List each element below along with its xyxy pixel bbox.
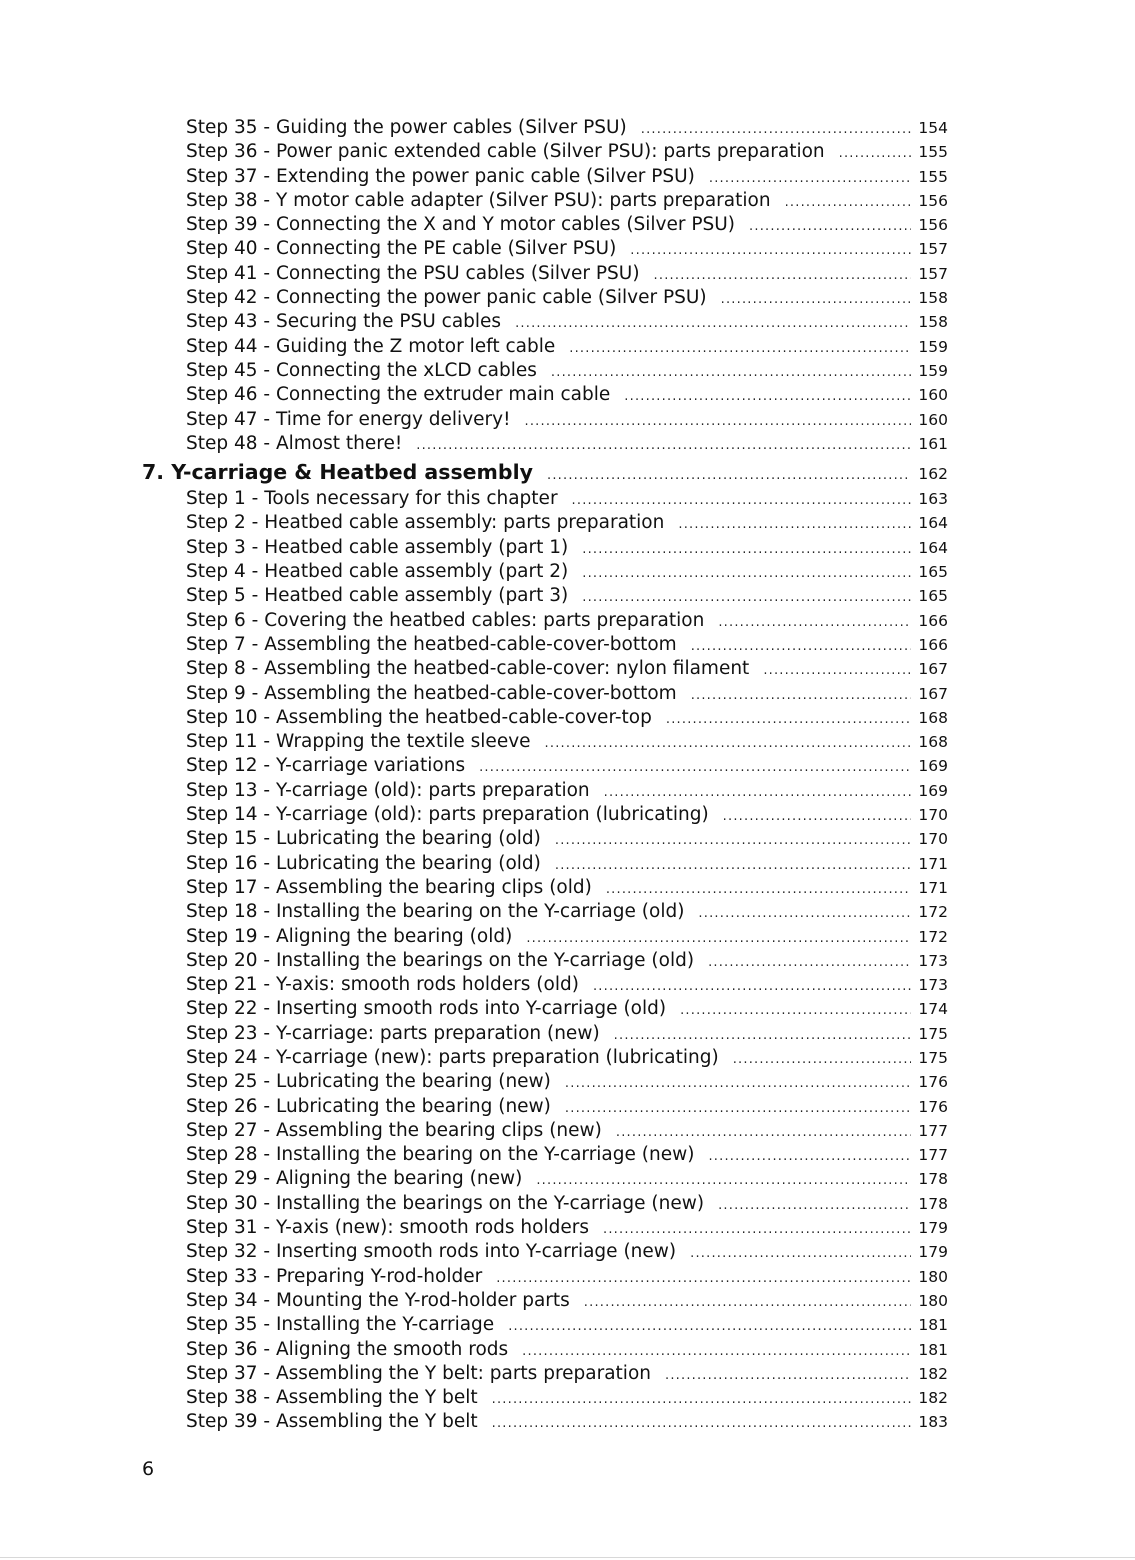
toc-chapter-entry[interactable] — [142, 458, 948, 486]
toc-entry-page: 165 — [918, 587, 948, 606]
toc-entry-title: Step 3 - Heatbed cable assembly (part 1) — [186, 536, 569, 558]
toc-step-entry[interactable] — [142, 584, 948, 608]
toc-entry-page: 172 — [918, 903, 948, 922]
toc-dot-leader — [718, 1194, 911, 1218]
toc-step-entry[interactable] — [142, 925, 948, 949]
toc-entry-page: 183 — [918, 1413, 948, 1432]
toc-dot-leader — [654, 264, 912, 288]
toc-dot-leader — [582, 586, 911, 610]
toc-step-entry[interactable] — [142, 1167, 948, 1191]
toc-dot-leader — [536, 1169, 911, 1193]
toc-entry-page: 168 — [918, 708, 948, 727]
toc-entry-title: Step 39 - Assembling the Y belt — [186, 1411, 478, 1433]
toc-entry-title: Step 8 - Assembling the heatbed-cable-cover: nylon filament — [186, 658, 750, 680]
toc-step-entry[interactable] — [142, 1070, 948, 1094]
toc-step-entry[interactable] — [142, 1095, 948, 1119]
toc-dot-leader — [582, 562, 911, 586]
toc-entry-title: Step 44 - Guiding the Z motor left cable — [186, 335, 556, 357]
toc-entry-page: 166 — [918, 635, 948, 654]
toc-entry-title: Step 6 - Covering the heatbed cables: parts preparation — [186, 609, 705, 631]
toc-step-entry[interactable] — [142, 165, 948, 189]
toc-dot-leader — [526, 927, 911, 951]
toc-step-entry[interactable] — [142, 310, 948, 334]
toc-entry-title: Step 38 - Assembling the Y belt — [186, 1387, 478, 1409]
table-of-contents — [142, 116, 948, 1435]
toc-dot-leader — [492, 1412, 912, 1436]
toc-entry-title: Step 47 - Time for energy delivery! — [186, 408, 511, 430]
toc-entry-title: Step 34 - Mounting the Y-rod-holder parts — [186, 1289, 570, 1311]
toc-entry-page: 175 — [918, 1024, 948, 1043]
toc-dot-leader — [565, 1072, 912, 1096]
toc-step-entry[interactable] — [142, 1022, 948, 1046]
toc-entry-title: Step 21 - Y-axis: smooth rods holders (old) — [186, 974, 579, 996]
toc-entry-page: 162 — [918, 465, 948, 484]
toc-entry-title: Step 20 - Installing the bearings on the Y-carriage (old) — [186, 949, 695, 971]
toc-entry-title: Step 30 - Installing the bearings on the Y-carriage (new) — [186, 1192, 705, 1214]
toc-entry-page: 160 — [918, 386, 948, 405]
toc-entry-title: Step 16 - Lubricating the bearing (old) — [186, 852, 541, 874]
toc-entry-page: 178 — [918, 1170, 948, 1189]
toc-entry-title: Step 10 - Assembling the heatbed-cable-cover-top — [186, 706, 652, 728]
toc-step-entry[interactable] — [142, 803, 948, 827]
toc-entry-page: 176 — [918, 1073, 948, 1092]
toc-entry-page: 179 — [918, 1219, 948, 1238]
toc-step-entry[interactable] — [142, 852, 948, 876]
toc-entry-page: 165 — [918, 563, 948, 582]
toc-entry-page: 169 — [918, 781, 948, 800]
toc-step-entry[interactable] — [142, 997, 948, 1021]
toc-entry-title: Step 14 - Y-carriage (old): parts preparation (lubricating) — [186, 804, 709, 826]
toc-entry-title: Step 12 - Y-carriage variations — [186, 755, 466, 777]
toc-entry-title: Step 43 - Securing the PSU cables — [186, 311, 502, 333]
toc-entry-page: 169 — [918, 757, 948, 776]
toc-dot-leader — [641, 118, 912, 142]
toc-entry-page: 167 — [918, 660, 948, 679]
toc-entry-page: 161 — [918, 434, 948, 453]
toc-entry-page: 160 — [918, 410, 948, 429]
toc-dot-leader — [721, 288, 912, 312]
toc-step-entry[interactable] — [142, 213, 948, 237]
toc-entry-title: Step 24 - Y-carriage (new): parts preparation (lubricating) — [186, 1046, 719, 1068]
toc-entry-title: Step 4 - Heatbed cable assembly (part 2) — [186, 561, 569, 583]
toc-entry-title: Step 29 - Aligning the bearing (new) — [186, 1168, 523, 1190]
toc-dot-leader — [555, 829, 912, 853]
toc-dot-leader — [525, 410, 912, 434]
bottom-rule — [0, 1557, 1135, 1558]
toc-entry-page: 158 — [918, 313, 948, 332]
toc-dot-leader — [522, 1340, 911, 1364]
toc-dot-leader — [604, 781, 912, 805]
toc-entry-page: 167 — [918, 684, 948, 703]
toc-step-entry[interactable] — [142, 900, 948, 924]
toc-entry-page: 156 — [918, 191, 948, 210]
toc-dot-leader — [584, 1291, 912, 1315]
toc-dot-leader — [551, 361, 911, 385]
toc-entry-page: 181 — [918, 1316, 948, 1335]
toc-step-entry[interactable] — [142, 1143, 948, 1167]
toc-step-entry[interactable] — [142, 1119, 948, 1143]
toc-entry-page: 180 — [918, 1291, 948, 1310]
toc-step-entry[interactable] — [142, 1338, 948, 1362]
toc-entry-title: Step 2 - Heatbed cable assembly: parts preparation — [186, 512, 665, 534]
toc-entry-page: 159 — [918, 337, 948, 356]
toc-step-entry[interactable] — [142, 1265, 948, 1289]
toc-dot-leader — [749, 215, 911, 239]
toc-entry-page: 181 — [918, 1340, 948, 1359]
toc-dot-leader — [708, 1145, 911, 1169]
toc-dot-leader — [545, 732, 912, 756]
toc-dot-leader — [614, 1024, 912, 1048]
toc-step-entry[interactable] — [142, 1192, 948, 1216]
toc-entry-title: Step 26 - Lubricating the bearing (new) — [186, 1095, 551, 1117]
toc-dot-leader — [582, 538, 911, 562]
toc-step-entry[interactable] — [142, 1240, 948, 1264]
toc-entry-title: Step 46 - Connecting the extruder main cable — [186, 384, 611, 406]
toc-dot-leader — [690, 1242, 911, 1266]
toc-step-entry[interactable] — [142, 1289, 948, 1313]
toc-entry-page: 154 — [918, 119, 948, 137]
toc-dot-leader — [593, 975, 911, 999]
toc-dot-leader — [678, 513, 911, 537]
toc-entry-title: Step 7 - Assembling the heatbed-cable-cover-bottom — [186, 633, 677, 655]
toc-step-entry[interactable] — [142, 383, 948, 407]
page-number: 6 — [142, 1458, 155, 1480]
toc-entry-title: Step 36 - Power panic extended cable (Silver PSU): parts preparation — [186, 141, 825, 163]
toc-dot-leader — [785, 191, 912, 215]
toc-dot-leader — [680, 999, 911, 1023]
toc-entry-page: 164 — [918, 514, 948, 533]
toc-entry-title: Step 37 - Assembling the Y belt: parts preparation — [186, 1362, 651, 1384]
toc-entry-page: 163 — [918, 490, 948, 509]
toc-entry-title: Step 35 - Installing the Y-carriage — [186, 1314, 495, 1336]
toc-dot-leader — [709, 167, 912, 191]
toc-dot-leader — [733, 1048, 912, 1072]
toc-step-entry[interactable] — [142, 487, 948, 511]
toc-dot-leader — [708, 951, 911, 975]
toc-step-entry[interactable] — [142, 657, 948, 681]
toc-dot-leader — [572, 489, 912, 513]
toc-entry-page: 157 — [918, 240, 948, 259]
toc-entry-title: Step 39 - Connecting the X and Y motor cables (Silver PSU) — [186, 214, 736, 236]
toc-entry-page: 178 — [918, 1194, 948, 1213]
toc-entry-page: 179 — [918, 1243, 948, 1262]
toc-entry-title: Step 25 - Lubricating the bearing (new) — [186, 1071, 551, 1093]
toc-dot-leader — [569, 337, 911, 361]
toc-dot-leader — [492, 1388, 912, 1412]
toc-step-entry[interactable] — [142, 408, 948, 432]
toc-dot-leader — [624, 385, 911, 409]
toc-entry-title: Step 42 - Connecting the power panic cable (Silver PSU) — [186, 287, 707, 309]
toc-entry-title: Step 18 - Installing the bearing on the Y-carriage (old) — [186, 901, 685, 923]
toc-step-entry[interactable] — [142, 189, 948, 213]
toc-dot-leader — [416, 434, 911, 458]
toc-dot-leader — [508, 1315, 911, 1339]
toc-entry-page: 170 — [918, 830, 948, 849]
toc-step-entry[interactable] — [142, 536, 948, 560]
toc-dot-leader — [606, 878, 912, 902]
toc-step-entry[interactable] — [142, 116, 948, 140]
toc-entry-title: Step 11 - Wrapping the textile sleeve — [186, 731, 531, 753]
toc-entry-page: 182 — [918, 1389, 948, 1408]
toc-entry-page: 164 — [918, 538, 948, 557]
toc-step-entry[interactable] — [142, 754, 948, 778]
toc-step-entry[interactable] — [142, 682, 948, 706]
toc-entry-title: Step 38 - Y motor cable adapter (Silver PSU): parts preparation — [186, 189, 771, 211]
toc-step-entry[interactable] — [142, 286, 948, 310]
toc-entry-title: Step 32 - Inserting smooth rods into Y-carriage (new) — [186, 1241, 677, 1263]
toc-entry-page: 155 — [918, 143, 948, 162]
toc-entry-page: 176 — [918, 1097, 948, 1116]
toc-entry-title: Step 9 - Assembling the heatbed-cable-cover-bottom — [186, 682, 677, 704]
toc-step-entry[interactable] — [142, 827, 948, 851]
toc-entry-page: 168 — [918, 733, 948, 752]
toc-entry-page: 170 — [918, 806, 948, 825]
toc-entry-title: 7. Y-carriage & Heatbed assembly — [142, 460, 533, 485]
toc-step-entry[interactable] — [142, 432, 948, 456]
toc-step-entry[interactable] — [142, 1313, 948, 1337]
toc-entry-title: Step 37 - Extending the power panic cable (Silver PSU) — [186, 165, 695, 187]
toc-dot-leader — [691, 635, 912, 659]
toc-dot-leader — [565, 1097, 912, 1121]
toc-entry-title: Step 31 - Y-axis (new): smooth rods holders — [186, 1217, 589, 1239]
toc-dot-leader — [718, 611, 911, 635]
toc-entry-title: Step 36 - Aligning the smooth rods — [186, 1338, 509, 1360]
toc-step-entry[interactable] — [142, 973, 948, 997]
toc-dot-leader — [839, 142, 912, 166]
toc-entry-page: 173 — [918, 976, 948, 995]
toc-step-entry[interactable] — [142, 706, 948, 730]
toc-entry-page: 182 — [918, 1364, 948, 1383]
toc-step-entry[interactable] — [142, 949, 948, 973]
toc-entry-title: Step 1 - Tools necessary for this chapter — [186, 488, 558, 510]
toc-dot-leader — [691, 684, 912, 708]
toc-entry-title: Step 23 - Y-carriage: parts preparation (new) — [186, 1022, 600, 1044]
toc-dot-leader — [698, 902, 911, 926]
toc-entry-title: Step 19 - Aligning the bearing (old) — [186, 925, 513, 947]
toc-dot-leader — [515, 312, 911, 336]
toc-entry-title: Step 41 - Connecting the PSU cables (Silver PSU) — [186, 262, 640, 284]
toc-entry-page: 157 — [918, 264, 948, 283]
toc-dot-leader — [555, 854, 912, 878]
toc-entry-page: 166 — [918, 611, 948, 630]
toc-entry-page: 173 — [918, 951, 948, 970]
toc-entry-title: Step 33 - Preparing Y-rod-holder — [186, 1265, 483, 1287]
toc-dot-leader — [616, 1121, 912, 1145]
toc-entry-page: 174 — [918, 1000, 948, 1019]
toc-dot-leader — [479, 756, 911, 780]
toc-step-entry[interactable] — [142, 140, 948, 164]
toc-dot-leader — [547, 462, 911, 490]
toc-step-entry[interactable] — [142, 237, 948, 261]
toc-entry-page: 180 — [918, 1267, 948, 1286]
toc-entry-title: Step 15 - Lubricating the bearing (old) — [186, 828, 541, 850]
toc-entry-title: Step 5 - Heatbed cable assembly (part 3) — [186, 585, 569, 607]
toc-dot-leader — [666, 708, 912, 732]
toc-step-entry[interactable] — [142, 335, 948, 359]
toc-entry-title: Step 22 - Inserting smooth rods into Y-carriage (old) — [186, 998, 667, 1020]
toc-step-entry[interactable] — [142, 609, 948, 633]
toc-entry-page: 172 — [918, 927, 948, 946]
toc-entry-title: Step 35 - Guiding the power cables (Silver PSU) — [186, 117, 627, 138]
toc-dot-leader — [665, 1364, 911, 1388]
toc-step-entry[interactable] — [142, 511, 948, 535]
toc-entry-page: 175 — [918, 1048, 948, 1067]
toc-dot-leader — [763, 659, 911, 683]
toc-entry-page: 159 — [918, 361, 948, 380]
toc-entry-title: Step 28 - Installing the bearing on the Y-carriage (new) — [186, 1144, 695, 1166]
toc-entry-title: Step 13 - Y-carriage (old): parts preparation — [186, 779, 590, 801]
toc-step-entry[interactable] — [142, 1216, 948, 1240]
toc-dot-leader — [603, 1218, 911, 1242]
toc-dot-leader — [496, 1267, 911, 1291]
toc-step-entry[interactable] — [142, 779, 948, 803]
toc-entry-page: 177 — [918, 1121, 948, 1140]
toc-entry-title: Step 27 - Assembling the bearing clips (new) — [186, 1119, 602, 1141]
toc-step-entry[interactable] — [142, 560, 948, 584]
toc-step-entry[interactable] — [142, 359, 948, 383]
toc-step-entry[interactable] — [142, 1386, 948, 1410]
toc-step-entry[interactable] — [142, 633, 948, 657]
toc-step-entry[interactable] — [142, 876, 948, 900]
toc-entry-title: Step 45 - Connecting the xLCD cables — [186, 359, 537, 381]
toc-step-entry[interactable] — [142, 1410, 948, 1434]
toc-entry-page: 156 — [918, 216, 948, 235]
toc-entry-page: 158 — [918, 289, 948, 308]
toc-dot-leader — [630, 239, 911, 263]
toc-step-entry[interactable] — [142, 262, 948, 286]
toc-step-entry[interactable] — [142, 1362, 948, 1386]
toc-entry-page: 171 — [918, 878, 948, 897]
toc-step-entry[interactable] — [142, 730, 948, 754]
toc-entry-title: Step 17 - Assembling the bearing clips (old) — [186, 876, 592, 898]
toc-entry-title: Step 48 - Almost there! — [186, 432, 403, 454]
toc-entry-page: 155 — [918, 167, 948, 186]
toc-entry-page: 177 — [918, 1146, 948, 1165]
toc-dot-leader — [723, 805, 912, 829]
toc-entry-page: 171 — [918, 854, 948, 873]
toc-entry-title: Step 40 - Connecting the PE cable (Silver PSU) — [186, 238, 617, 260]
toc-step-entry[interactable] — [142, 1046, 948, 1070]
